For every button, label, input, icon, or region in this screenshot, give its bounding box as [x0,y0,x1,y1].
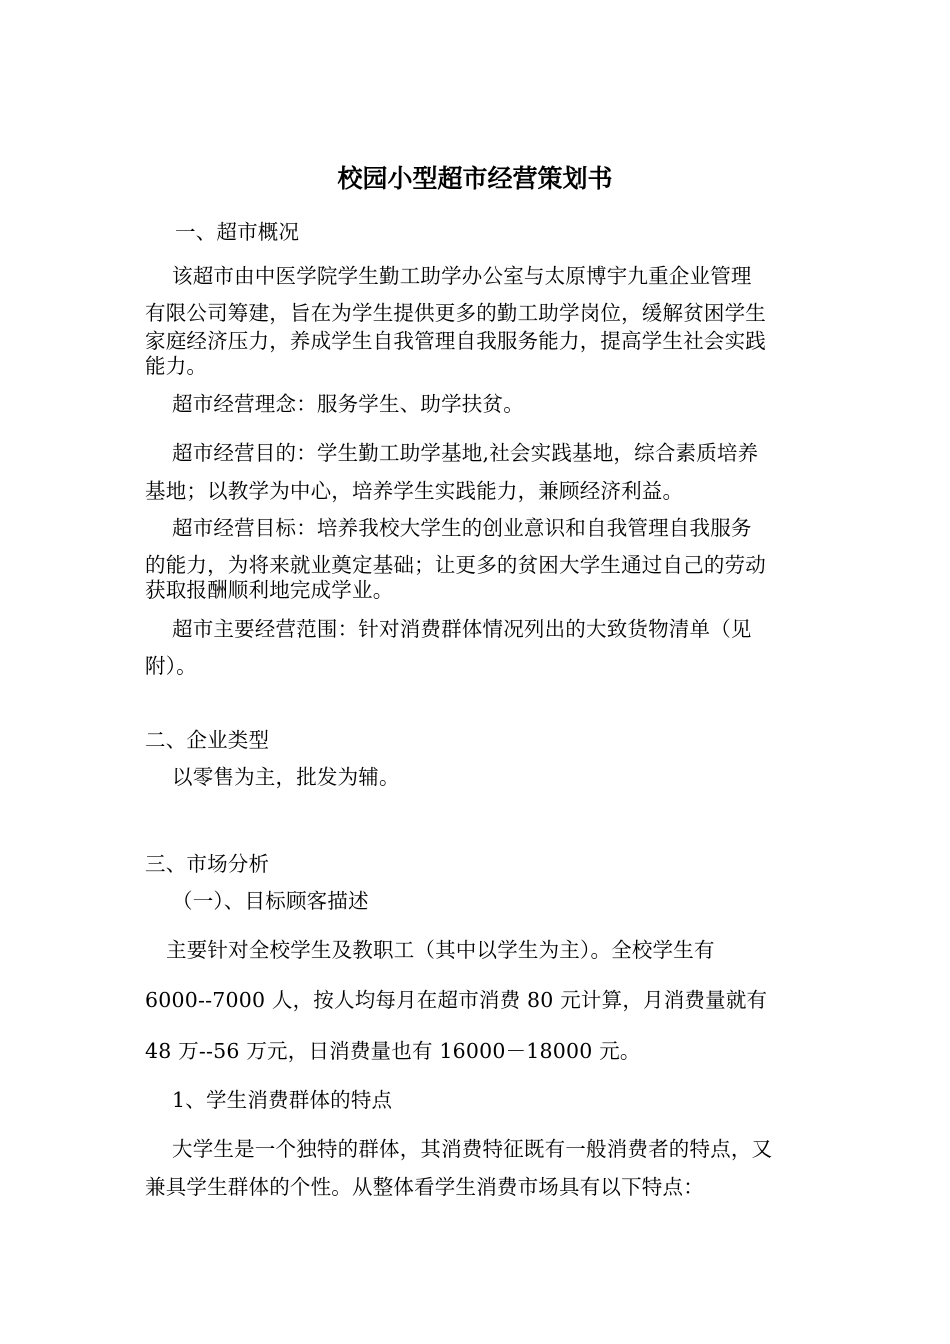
paragraph-line: 6000--7000 人，按人均每月在超市消费 80 元计算，月消费量就有 [145,988,768,1012]
paragraph-line: 超市主要经营范围：针对消费群体情况列出的大致货物清单（见 [172,617,752,641]
section-heading-3: 三、市场分析 [145,852,270,876]
subsection-heading: （一）、目标顾客描述 [172,889,369,913]
paragraph-line: 兼具学生群体的个性。从整体看学生消费市场具有以下特点： [145,1175,704,1199]
section-heading-2: 二、企业类型 [145,728,270,752]
numbered-heading: 1、学生消费群体的特点 [172,1088,393,1112]
paragraph-line: 超市经营目标：培养我校大学生的创业意识和自我管理自我服务 [172,516,752,540]
paragraph-line: 主要针对全校学生及教职工（其中以学生为主）。全校学生有 [166,938,715,962]
paragraph-line: 获取报酬顺利地完成学业。 [145,578,394,602]
paragraph-line: 48 万--56 万元，日消费量也有 16000－18000 元。 [145,1039,641,1063]
paragraph-line: 超市经营目的：学生勤工助学基地,社会实践基地，综合素质培养 [172,441,759,465]
document-title: 校园小型超市经营策划书 [337,164,613,193]
paragraph-line: 能力。 [145,354,208,378]
paragraph-line: 超市经营理念：服务学生、助学扶贫。 [172,392,524,416]
section-heading-1: 一、超市概况 [175,220,300,244]
paragraph-line: 有限公司筹建，旨在为学生提供更多的勤工助学岗位，缓解贫困学生 [145,301,766,325]
paragraph-line: 的能力，为将来就业奠定基础；让更多的贫困大学生通过自己的劳动 [145,553,766,577]
paragraph-line: 附）。 [145,654,197,678]
paragraph-line: 家庭经济压力，养成学生自我管理自我服务能力，提高学生社会实践 [145,329,766,353]
paragraph-line: 大学生是一个独特的群体，其消费特征既有一般消费者的特点，又 [172,1137,773,1161]
paragraph-line: 该超市由中医学院学生勤工助学办公室与太原博宇九重企业管理 [172,264,752,288]
paragraph-line: 以零售为主，批发为辅。 [172,765,400,789]
paragraph-line: 基地；以教学为中心，培养学生实践能力，兼顾经济利益。 [145,479,684,503]
